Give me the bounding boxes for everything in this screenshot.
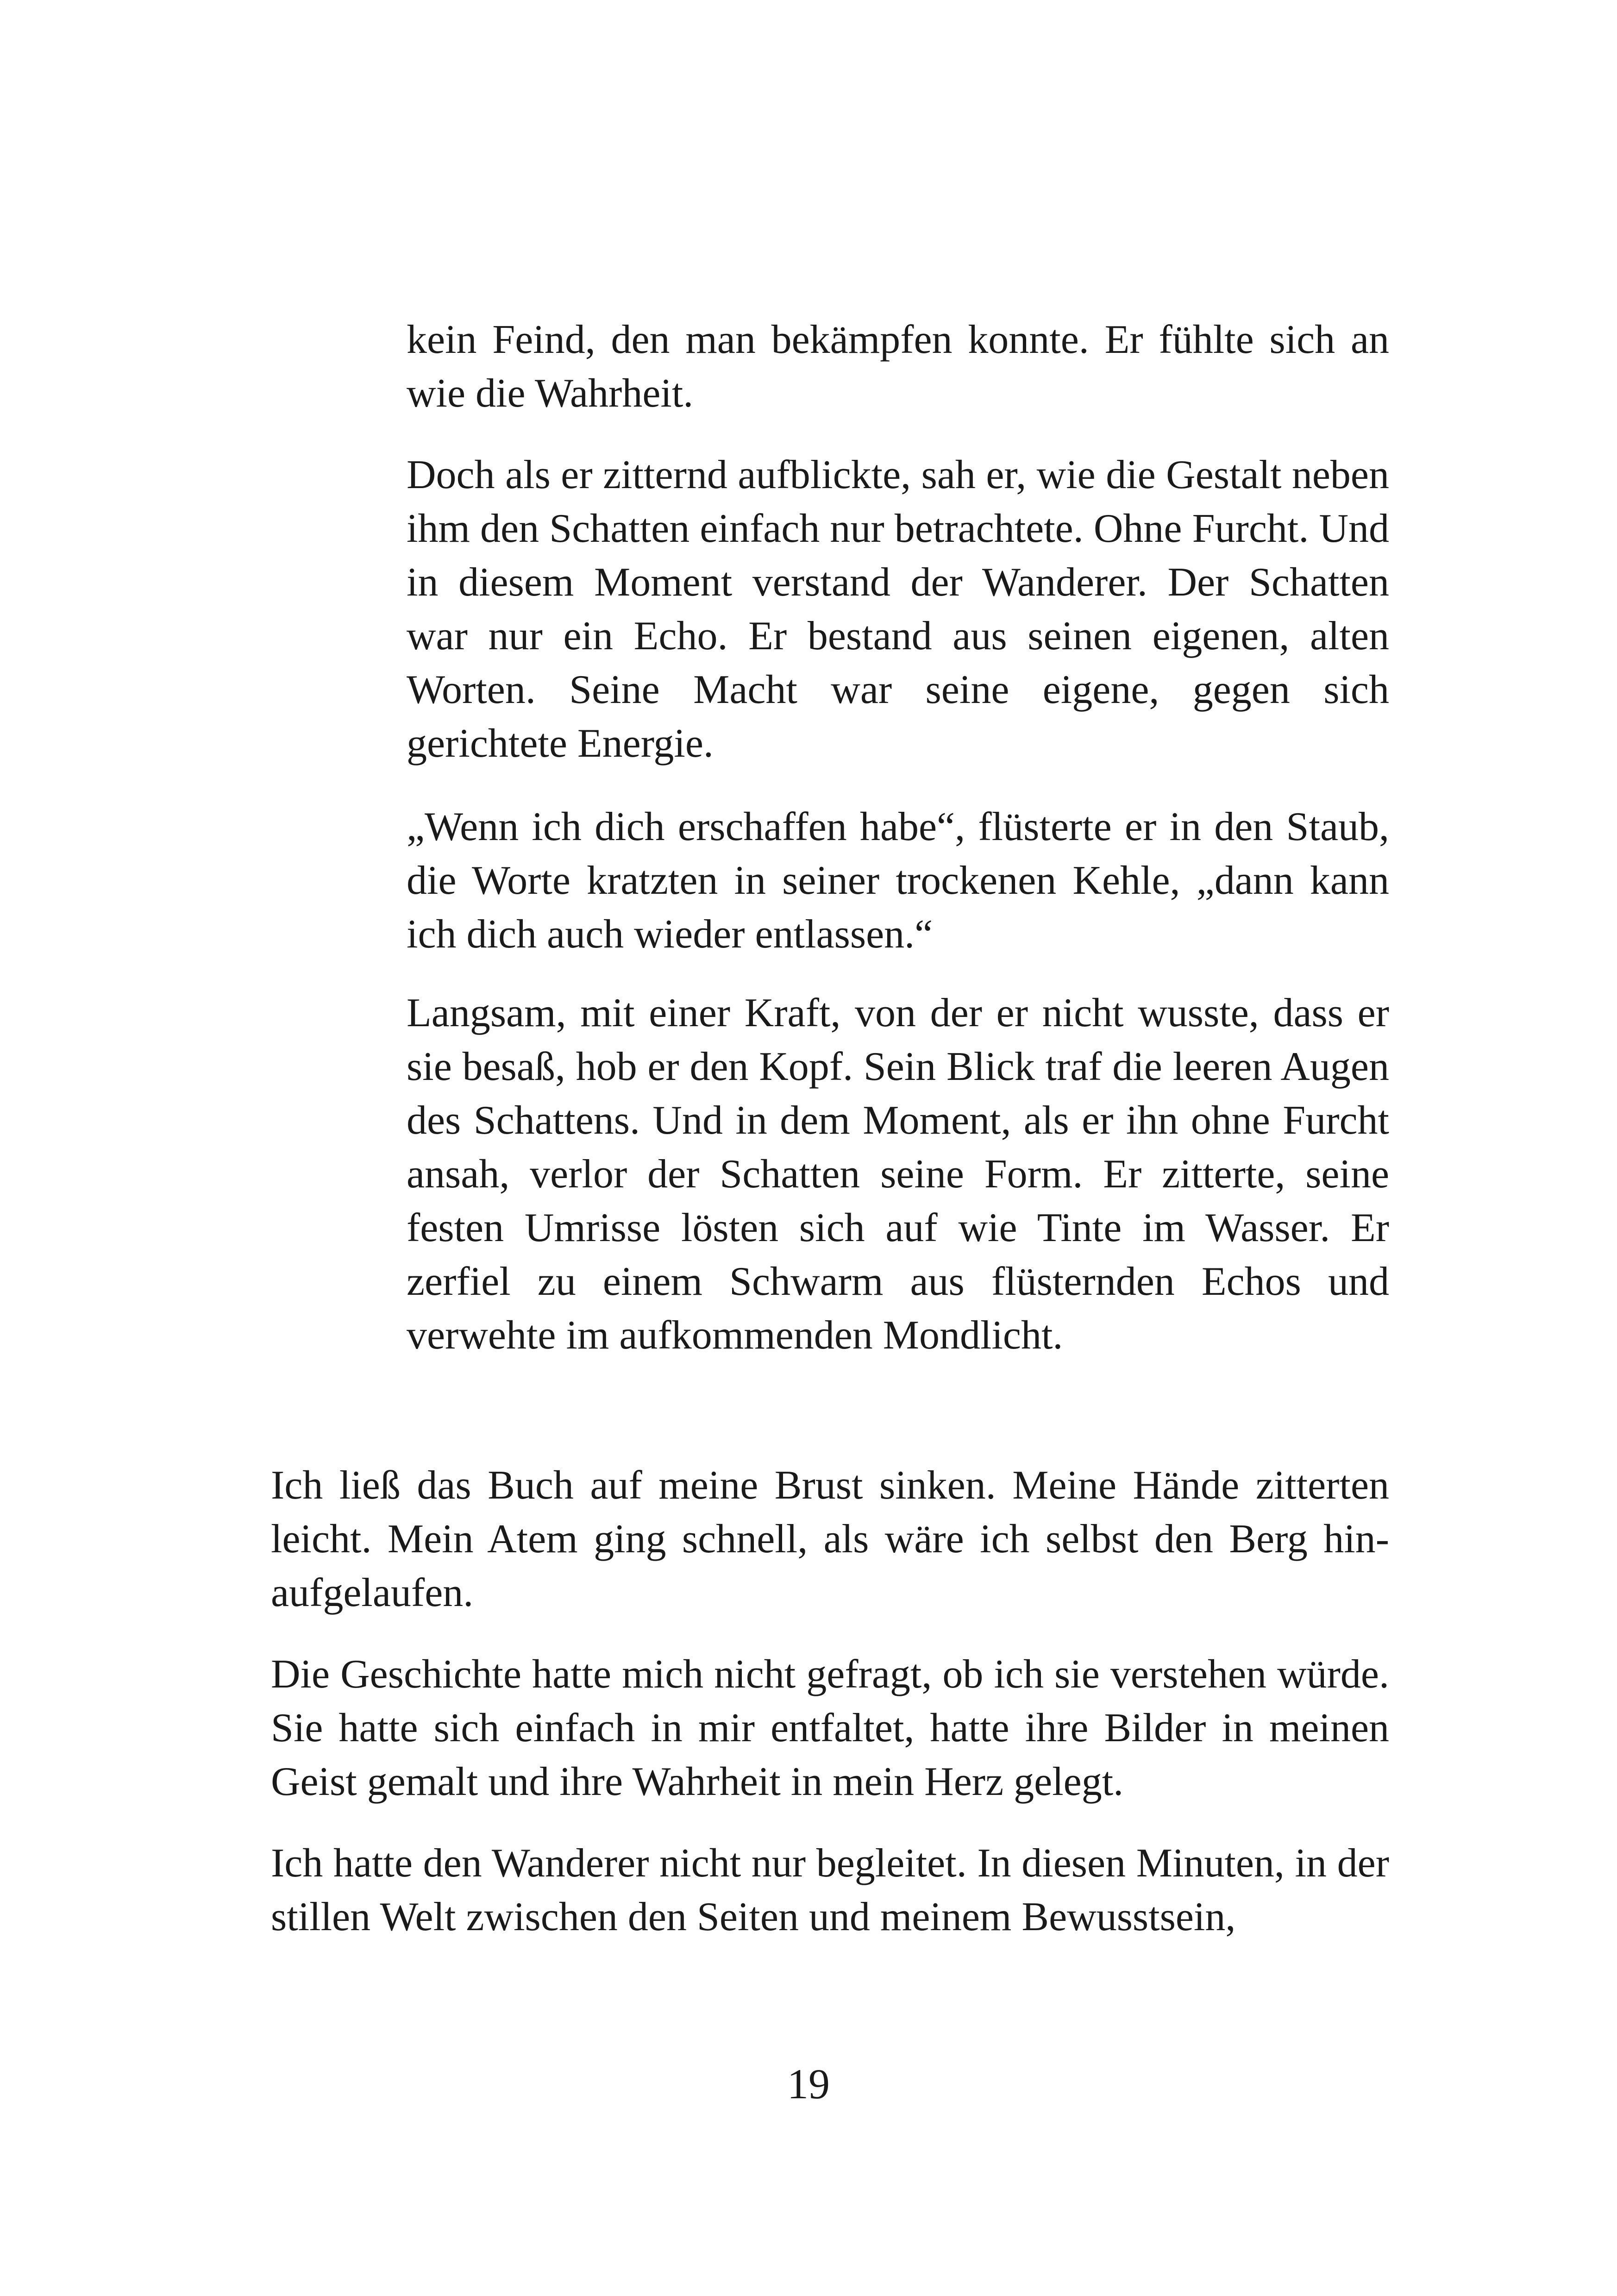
page-number: 19 bbox=[787, 2060, 830, 2108]
body-paragraph-3: Ich hatte den Wanderer nicht nur begleitet. In diesen Minuten, in der stillen Welt zwischen den Seiten und meinem Bewusstsein, bbox=[271, 1841, 1389, 1939]
quoted-paragraph-4: Langsam, mit einer Kraft, von der er nicht wusste, dass er sie besaß, hob er den Kopf. Sein Blick traf die leeren Augen des Schattens. Und in dem Moment, als er ihn ohne Furcht ansah, verlor der Schatten seine Form. Er zitterte, seine festen Umrisse lösten sich auf wie Tinte im Wasser. Er zerfiel zu einem Schwarm aus flüsternden Echos und verwehte im aufkommenden Mondlicht. bbox=[407, 991, 1389, 1358]
body-paragraph-1: Ich ließ das Buch auf meine Brust sinken. Meine Hände zitterten leicht. Mein Atem ging schnell, als wäre ich selbst den Berg hinaufgelaufen. bbox=[271, 1463, 1389, 1615]
body-paragraph-2: Die Geschichte hatte mich nicht gefragt, ob ich sie verstehen würde. Sie hatte sich einfach in mir entfaltet, hatte ihre Bilder in meinen Geist gemalt und ihre Wahrheit in mein Herz gelegt. bbox=[271, 1652, 1389, 1804]
quoted-paragraph-3: „Wenn ich dich erschaffen habe“, flüsterte er in den Staub, die Worte kratzten in seiner trockenen Kehle, „dann kann ich dich auch wieder entlassen.“ bbox=[407, 804, 1389, 957]
quoted-paragraph-2: Doch als er zitternd aufblickte, sah er, wie die Gestalt neben ihm den Schatten einfach nur betrachtete. Ohne Furcht. Und in diesem Moment verstand der Wanderer. Der Schatten war nur ein Echo. Er bestand aus seinen eigenen, alten Worten. Seine Macht war seine eigene, gegen sich gerichtete Energie. bbox=[407, 452, 1389, 766]
quoted-paragraph-1: kein Feind, den man bekämpfen konnte. Er fühlte sich an wie die Wahrheit. bbox=[407, 317, 1389, 416]
